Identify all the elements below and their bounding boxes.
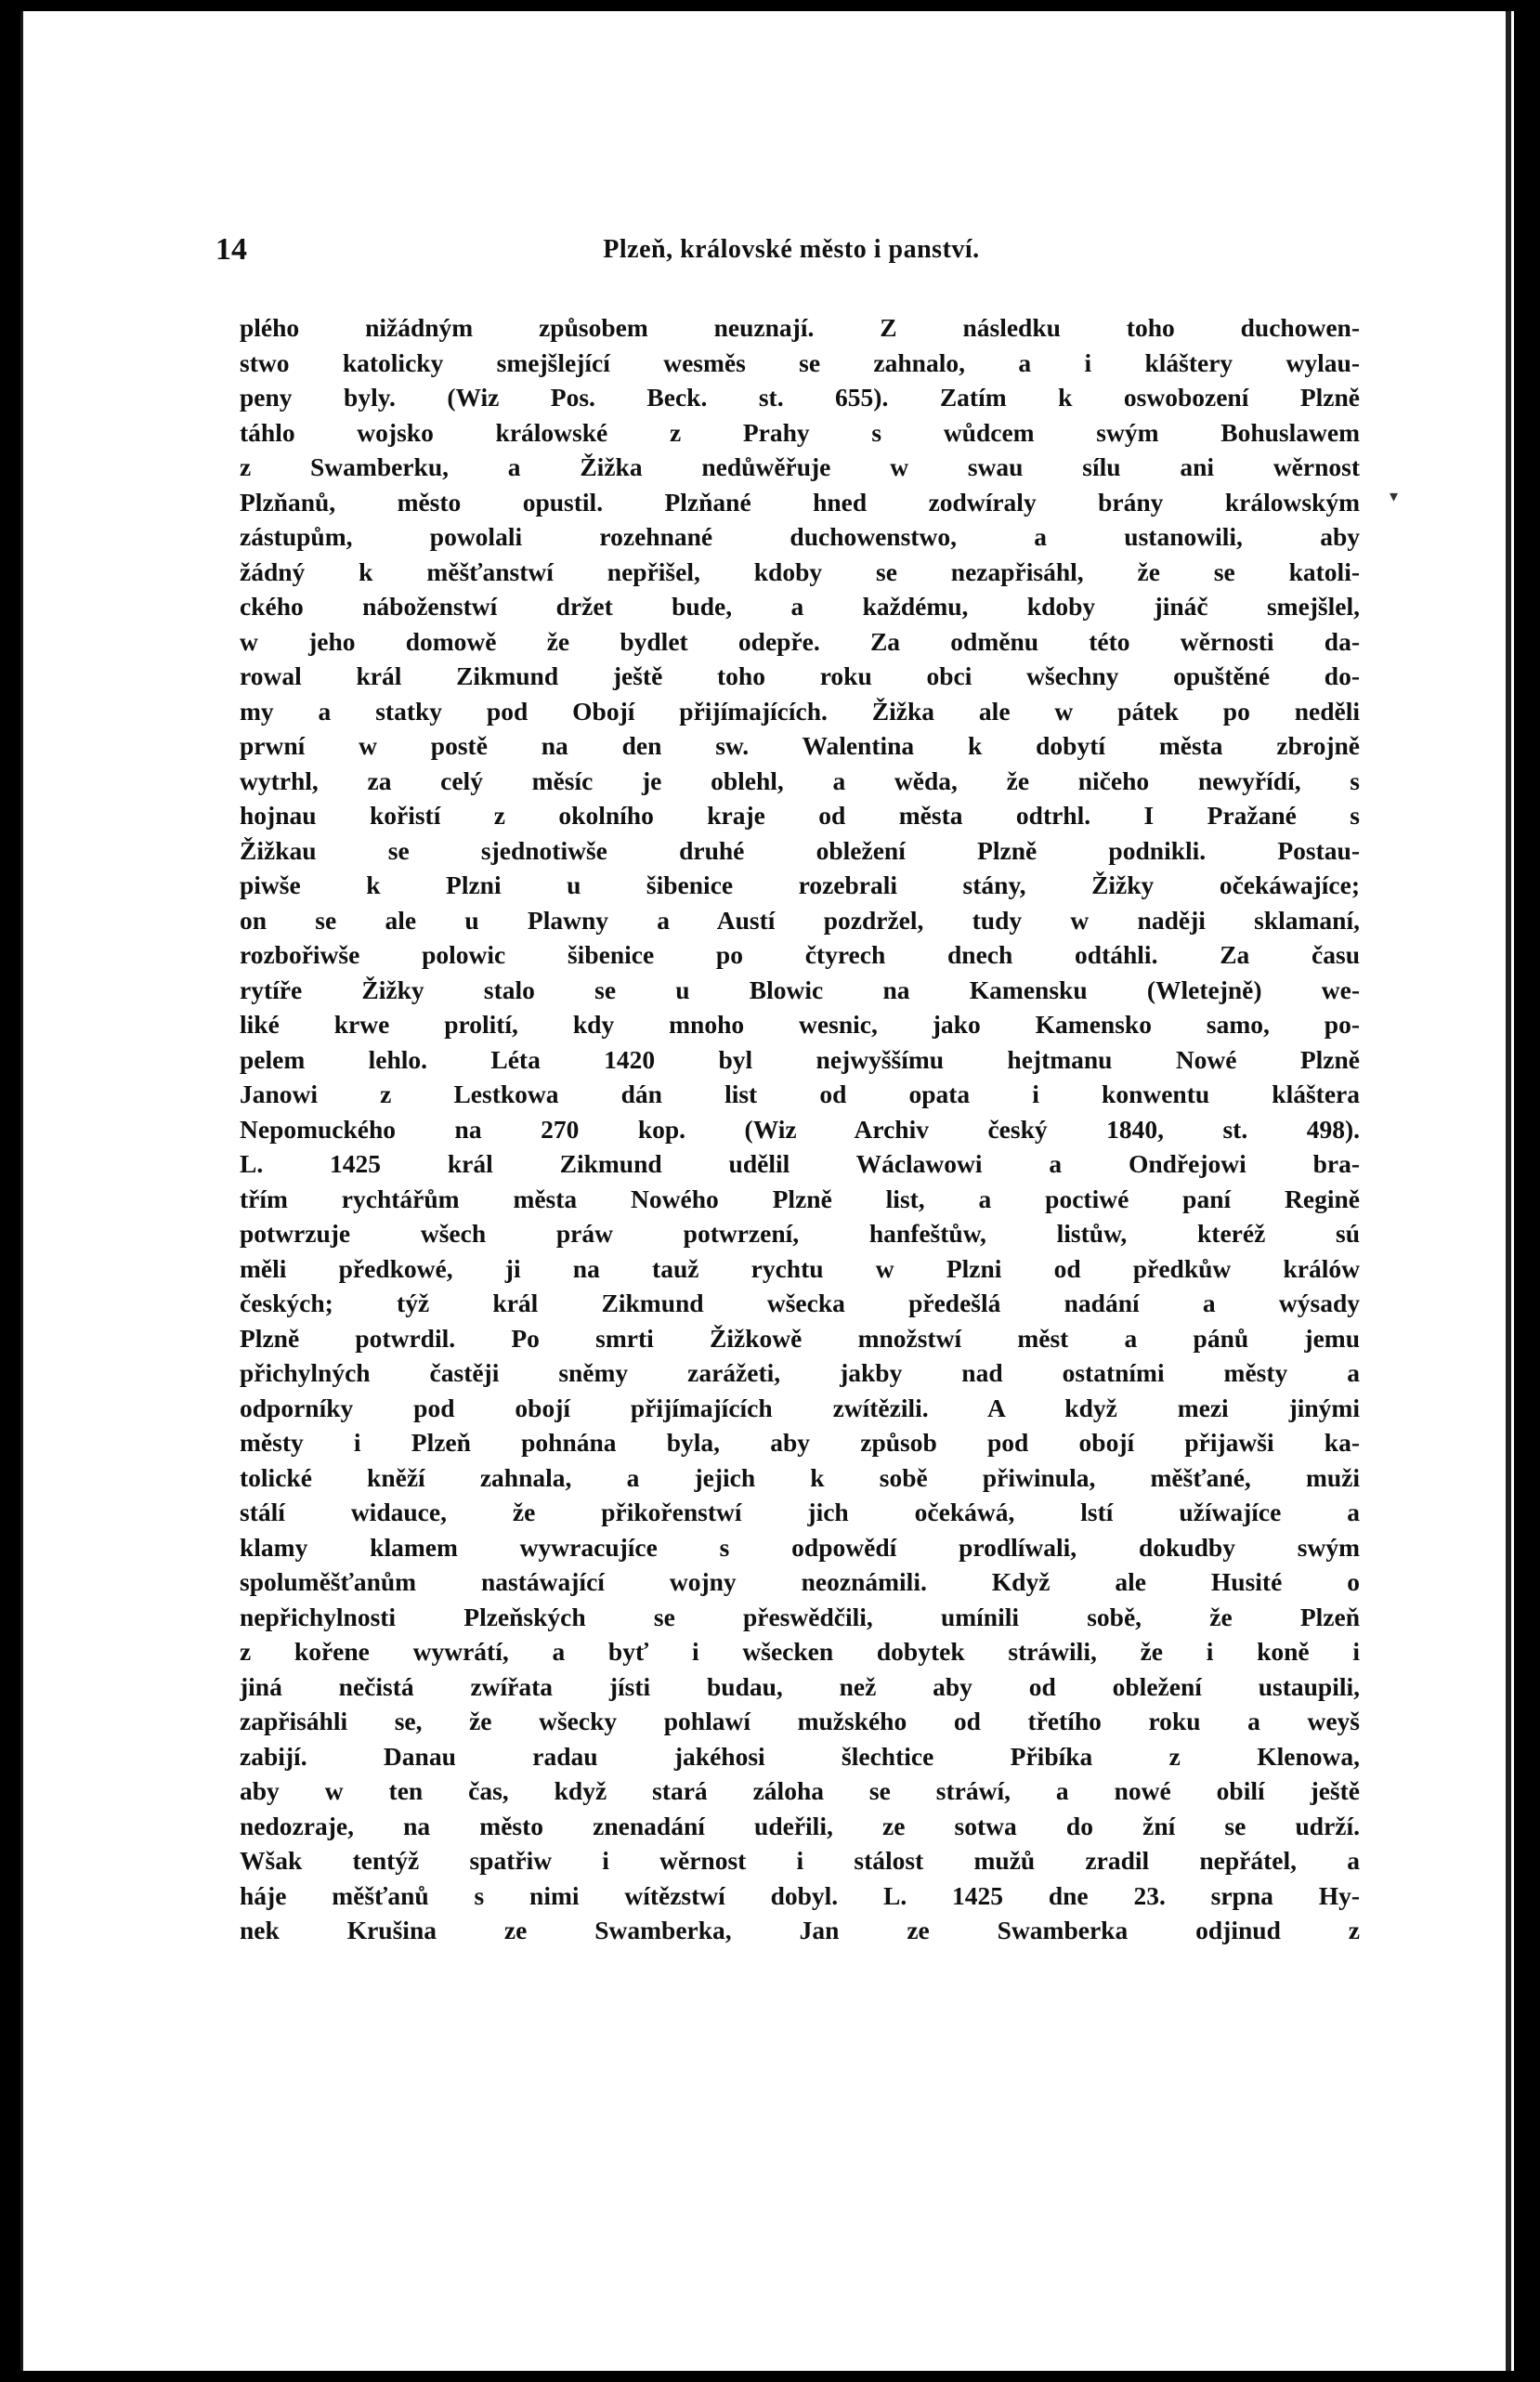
text-line: my a statky pod Obojí přijímajících. Žižka ale w pátek po neděli <box>240 696 1360 726</box>
page-right-edge <box>1506 11 1511 2371</box>
text-line: Wšak tentýž spatřiw i wěrnost i stálost mužů zradil nepřátel, a <box>240 1846 1360 1875</box>
text-line: hojnau kořistí z okolního kraje od města odtrhl. I Pražané s <box>240 801 1360 830</box>
text-line: žádný k měšťanstwí nepřišel, kdoby se nezapřisáhl, že se katoli- <box>240 556 1360 586</box>
text-line: českých; týž král Zikmund wšecka předešlá nadání a wýsady <box>240 1289 1360 1317</box>
text-line: peny byly. (Wiz Pos. Beck. st. 655). Zatím k oswobození Plzně <box>240 383 1360 412</box>
text-line: Plzně potwrdil. Po smrti Žižkowě množstwí měst a pánů jemu <box>240 1323 1360 1353</box>
text-line: on se ale u Plawny a Austí pozdržel, tudy w naději sklamaní, <box>240 905 1360 935</box>
text-line: aby w ten čas, když stará záloha se stráwí, a nowé obilí ještě <box>240 1776 1360 1805</box>
text-line: tolické kněží zahnala, a jejich k sobě přiwinula, měšťané, muži <box>240 1462 1360 1492</box>
text-line: plého nižádným způsobem neuznají. Z následku toho duchowen- <box>240 313 1360 342</box>
text-line: z Swamberku, a Žižka nedůwěřuje w swau sílu ani wěrnost <box>240 452 1360 481</box>
text-line: potwrzuje wšech práw potwrzení, hanfeštůw, listůw, kteréž sú <box>240 1219 1360 1248</box>
margin-mark: ▾ <box>1390 487 1399 505</box>
text-line: rytíře Žižky stalo se u Blowic na Kamensku (Wletejně) we- <box>240 975 1360 1004</box>
text-line: Plzňanů, město opustil. Plzňané hned zodwíraly brány králowským <box>240 487 1360 517</box>
text-line: třím rychtářům města Nowého Plzně list, a poctiwé paní Regině <box>240 1184 1360 1213</box>
text-line: ckého náboženstwí držet bude, a každému, kdoby jináč smejšlel, <box>240 592 1360 621</box>
text-line: městy i Plzeň pohnána byla, aby způsob pod obojí přijawši ka- <box>240 1428 1360 1457</box>
text-line: stwo katolicky smejšlející wesměs se zahnalo, a i kláštery wylau- <box>240 347 1360 377</box>
text-line: liké krwe prolití, kdy mnoho wesnic, jako Kamensko samo, po- <box>240 1010 1360 1039</box>
running-title: Plzeň, královské město i panství. <box>603 235 980 264</box>
text-line: Janowi z Lestkowa dán list od opata i konwentu kláštera <box>240 1080 1360 1108</box>
book-page <box>20 11 1514 2371</box>
text-line: jiná nečistá zwířata jísti budau, než aby od obležení ustaupili, <box>240 1671 1360 1701</box>
text-line: pelem lehlo. Léta 1420 byl nejwyššímu hejtmanu Nowé Plzně <box>240 1044 1360 1074</box>
text-line: zástupům, powolali rozehnané duchowenstwo, a ustanowili, aby <box>240 522 1360 551</box>
text-line: nek Krušina ze Swamberka, Jan ze Swamberka odjinud z <box>240 1916 1360 1944</box>
text-line: zabijí. Danau radau jakéhosi šlechtice Přibíka z Klenowa, <box>240 1741 1360 1771</box>
text-line: měli předkowé, ji na tauž rychtu w Plzni od předkůw králów <box>240 1253 1360 1283</box>
text-line: háje měšťanů s nimi wítězstwí dobyl. L. 1425 dne 23. srpna Hy- <box>240 1880 1360 1910</box>
text-line: zapřisáhli se, že wšecky pohlawí mužského od třetího roku a weyš <box>240 1707 1360 1735</box>
text-line: wytrhl, za celý měsíc je oblehl, a wěda, že ničeho newyřídí, s <box>240 766 1360 795</box>
text-line: rowal král Zikmund ještě toho roku obci wšechny opuštěné do- <box>240 661 1360 690</box>
text-line: přichylných častěji sněmy zarážeti, jakby nad ostatními městy a <box>240 1358 1360 1387</box>
body-text <box>240 310 1360 1948</box>
text-line: stálí widauce, že přikořenstwí jich očekáwá, lstí užíwajíce a <box>240 1498 1360 1526</box>
text-line: nedozraje, na město znenadání udeřili, ze sotwa do žní se udrží. <box>240 1811 1360 1840</box>
text-line: piwše k Plzni u šibenice rozebrali stány, Žižky očekáwajíce; <box>240 870 1360 899</box>
page-number: 14 <box>215 232 247 267</box>
text-line: odporníky pod obojí přijímajících zwítězili. A když mezi jinými <box>240 1393 1360 1422</box>
text-line: rozbořiwše polowic šibenice po čtyrech dnech odtáhli. Za času <box>240 940 1360 969</box>
text-line: L. 1425 král Zikmund udělil Wáclawowi a Ondřejowi bra- <box>240 1149 1360 1178</box>
text-line: klamy klamem wywracujíce s odpowědí prodlíwali, dokudby swým <box>240 1532 1360 1562</box>
text-line: Nepomuckého na 270 kop. (Wiz Archiv český 1840, st. 498). <box>240 1114 1360 1144</box>
text-line: z kořene wywrátí, a byť i wšecken dobytek stráwili, že i koně i <box>240 1637 1360 1666</box>
text-line: prwní w postě na den sw. Walentina k dobytí města zbrojně <box>240 731 1360 760</box>
text-line: Žižkau se sjednotiwše druhé obležení Plzně podnikli. Postau- <box>240 835 1360 865</box>
page-header <box>215 227 1367 273</box>
text-line: w jeho domowě že bydlet odepře. Za odměnu této wěrnosti da- <box>240 626 1360 656</box>
text-line: táhlo wojsko králowské z Prahy s wůdcem swým Bohuslawem <box>240 417 1360 447</box>
page-left-edge <box>20 11 23 2371</box>
text-line: spoluměšťanům nastáwající wojny neoznámili. Když ale Husité o <box>240 1567 1360 1596</box>
text-line: nepřichylnosti Plzeňských se přeswědčili, umínili sobě, že Plzeň <box>240 1602 1360 1631</box>
